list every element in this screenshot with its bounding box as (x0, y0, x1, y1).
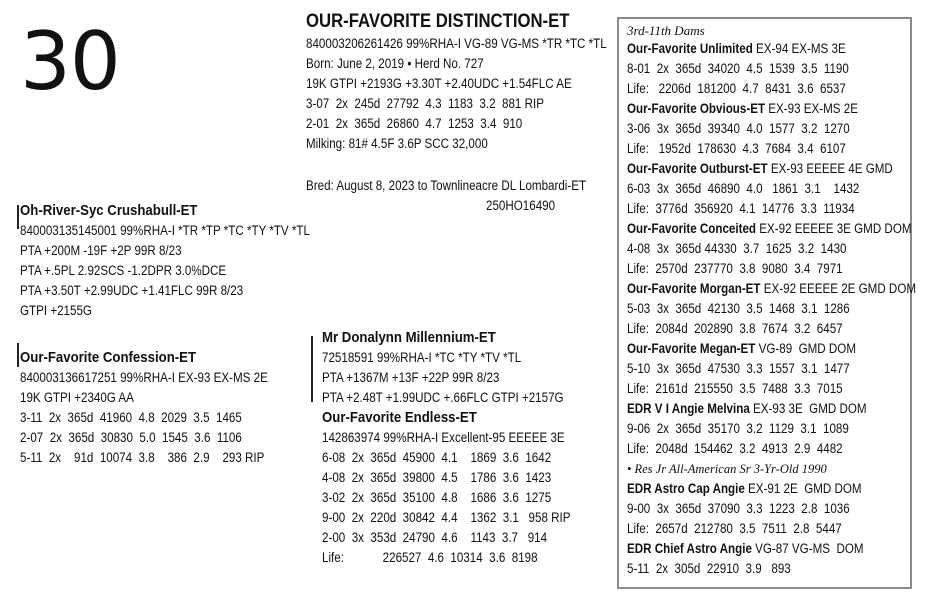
dam-entry-heading (627, 279, 916, 299)
dams-list (627, 39, 940, 579)
dam-entry (627, 39, 940, 99)
dam-entry-record: 8-01 2x 365d 34020 4.5 1539 3.5 1190 (627, 61, 849, 76)
mgs-name: Mr Donalynn Millennium-ET (322, 329, 496, 346)
lot-number: 30 (20, 15, 120, 108)
dam-entry-life: Life: 1952d 178630 4.3 7684 3.4 6107 (627, 141, 846, 156)
dam-line: 2-07 2x 365d 30830 5.0 1545 3.6 1106 (20, 430, 242, 445)
record-line: 3-07 2x 245d 27792 4.3 1183 3.2 881 RIP (306, 96, 544, 111)
dam-entry-heading (627, 99, 916, 119)
dam-entry-name: Our-Favorite Morgan-ET (627, 281, 761, 296)
dam-entry (627, 339, 940, 399)
dam-entry-record: 6-03 3x 365d 46890 4.0 1861 3.1 1432 (627, 181, 860, 196)
dam-entry-classification: EX-93 EX-MS 2E (765, 101, 858, 116)
dam-entry (627, 479, 940, 539)
sire-line: PTA +.5PL 2.92SCS -1.2DPR 3.0%DCE (20, 263, 227, 278)
dams-box (617, 17, 917, 589)
sire-line: PTA +3.50T +2.99UDC +1.41FLC 99R 8/23 (20, 283, 244, 298)
dam-entry-classification: EX-91 2E GMD DOM (744, 481, 862, 496)
gtpi-line: 19K GTPI +2193G +3.30T +2.40UDC +1.54FLC AE (306, 76, 572, 91)
dam-entry-life: Life: 2048d 154462 3.2 4913 2.9 4482 (627, 441, 843, 456)
pedigree-bracket (17, 343, 19, 367)
dam-entry-life: Life: 2570d 237770 3.8 9080 3.4 7971 (627, 261, 843, 276)
bred-line: Bred: August 8, 2023 to Townlineacre DL Lombardi-ET (306, 178, 587, 193)
dam-line: 5-11 2x 91d 10074 3.8 386 2.9 293 RIP (20, 450, 265, 465)
dam-entry-record: 5-10 3x 365d 47530 3.3 1557 3.1 1477 (627, 361, 850, 376)
gdam-line: 6-08 2x 365d 45900 4.1 1869 3.6 1642 (322, 450, 552, 465)
dam-entry-life: Life: 2084d 202890 3.8 7674 3.2 6457 (627, 321, 843, 336)
dam-entry-classification: EX-93 3E GMD DOM (749, 401, 867, 416)
dam-entry-name: Our-Favorite Unlimited (627, 41, 753, 56)
mgs-line: PTA +2.48T +1.99UDC +.66FLC GTPI +2157G (322, 390, 564, 405)
record-line: 2-01 2x 365d 26860 4.7 1253 3.4 910 (306, 116, 523, 131)
dam-entry-heading (627, 339, 916, 359)
dam-line: 840003136617251 99%RHA-I EX-93 EX-MS 2E (20, 370, 268, 385)
pedigree-bracket (17, 205, 19, 229)
pedigree-bracket (311, 336, 313, 402)
dam-entry (627, 159, 940, 219)
dam-entry-heading (627, 479, 916, 499)
main-animal (306, 10, 656, 154)
dam-entry-name: Our-Favorite Obvious-ET (627, 101, 766, 116)
dam-line: 3-11 2x 365d 41960 4.8 2029 3.5 1465 (20, 410, 242, 425)
born-line: Born: June 2, 2019 • Herd No. 727 (306, 56, 484, 71)
dam-entry-record: 9-06 2x 365d 35170 3.2 1129 3.1 1089 (627, 421, 849, 436)
sire-line: 840003135145001 99%RHA-I *TR *TP *TC *TY *TV *TL (20, 223, 310, 238)
mgs-line: PTA +1367M +13F +22P 99R 8/23 (322, 370, 500, 385)
dam-entry-name: EDR Chief Astro Angie (627, 541, 752, 556)
dam-entry-record: 4-08 3x 365d 44330 3.7 1625 3.2 1430 (627, 241, 847, 256)
dam-entry-heading (627, 399, 916, 419)
dam-entry-name: EDR Astro Cap Angie (627, 481, 745, 496)
gdam-line: 9-00 2x 220d 30842 4.4 1362 3.1 958 RIP (322, 510, 571, 525)
dam-entry-heading (627, 539, 916, 559)
dam-entry (627, 539, 940, 579)
gdam-name: Our-Favorite Endless-ET (322, 409, 477, 426)
mgs-block (322, 328, 603, 408)
dam-entry-name: EDR V I Angie Melvina (627, 401, 750, 416)
gdam-line: 4-08 2x 365d 39800 4.5 1786 3.6 1423 (322, 470, 552, 485)
gdam-block (322, 408, 611, 568)
registration-line: 840003206261426 99%RHA-I VG-89 VG-MS *TR *TC *TL (306, 36, 607, 51)
sire-line: PTA +200M -19F +2P 99R 8/23 (20, 243, 182, 258)
sire-line: GTPI +2155G (20, 303, 92, 318)
dam-entry-record: 5-03 3x 365d 42130 3.5 1468 3.1 1286 (627, 301, 850, 316)
dam-entry-life: Life: 2657d 212780 3.5 7511 2.8 5447 (627, 521, 842, 536)
dam-entry-note: • Res Jr All-American Sr 3-Yr-Old 1990 (627, 462, 827, 476)
dam-entry-heading (627, 39, 916, 59)
dam-entry-heading (627, 159, 916, 179)
gdam-line: 2-00 3x 353d 24790 4.6 1143 3.7 914 (322, 530, 548, 545)
dam-block (20, 348, 308, 468)
dam-entry (627, 99, 940, 159)
dam-entry-classification: VG-89 GMD DOM (755, 341, 857, 356)
dam-entry-name: Our-Favorite Conceited (627, 221, 757, 236)
sire-name: Oh-River-Syc Crushabull-ET (20, 202, 198, 219)
dam-entry-name: Our-Favorite Outburst-ET (627, 161, 768, 176)
gdam-line: 142863974 99%RHA-I Excellent-95 EEEEE 3E (322, 430, 565, 445)
dam-entry (627, 279, 940, 339)
dam-entry-classification: EX-94 EX-MS 3E (752, 41, 846, 56)
dam-line: 19K GTPI +2340G AA (20, 390, 134, 405)
dam-entry-classification: EX-92 EEEEE 2E GMD DOM (760, 281, 917, 296)
dam-entry-record: 3-06 3x 365d 39340 4.0 1577 3.2 1270 (627, 121, 850, 136)
dam-entry-life: Life: 3776d 356920 4.1 14776 3.3 11934 (627, 201, 855, 216)
dams-title: 3rd-11th Dams (627, 23, 705, 38)
dam-entry-life: Life: 2206d 181200 4.7 8431 3.6 6537 (627, 81, 846, 96)
gdam-line: 3-02 2x 365d 35100 4.8 1686 3.6 1275 (322, 490, 552, 505)
dam-entry-record: 5-11 2x 305d 22910 3.9 893 (627, 561, 791, 576)
mgs-line: 72518591 99%RHA-I *TC *TY *TV *TL (322, 350, 522, 365)
dam-entry-name: Our-Favorite Megan-ET (627, 341, 756, 356)
animal-name: OUR-FAVORITE DISTINCTION-ET (306, 11, 570, 32)
bred-code: 250HO16490 (486, 198, 556, 213)
dam-entry (627, 219, 940, 279)
dam-entry-classification: EX-92 EEEEE 3E GMD DOM (756, 221, 912, 236)
dam-entry-classification: VG-87 VG-MS DOM (751, 541, 864, 556)
dam-entry-heading (627, 219, 916, 239)
gdam-life-line: Life: 226527 4.6 10314 3.6 8198 (322, 550, 538, 565)
dam-entry (627, 399, 940, 479)
sire-block (20, 201, 357, 321)
dam-name: Our-Favorite Confession-ET (20, 349, 197, 366)
dam-entry-life: Life: 2161d 215550 3.5 7488 3.3 7015 (627, 381, 843, 396)
dam-entry-record: 9-00 3x 365d 37090 3.3 1223 2.8 1036 (627, 501, 850, 516)
dam-entry-classification: EX-93 EEEEE 4E GMD (767, 161, 893, 176)
milking-line: Milking: 81# 4.5F 3.6P SCC 32,000 (306, 136, 488, 151)
